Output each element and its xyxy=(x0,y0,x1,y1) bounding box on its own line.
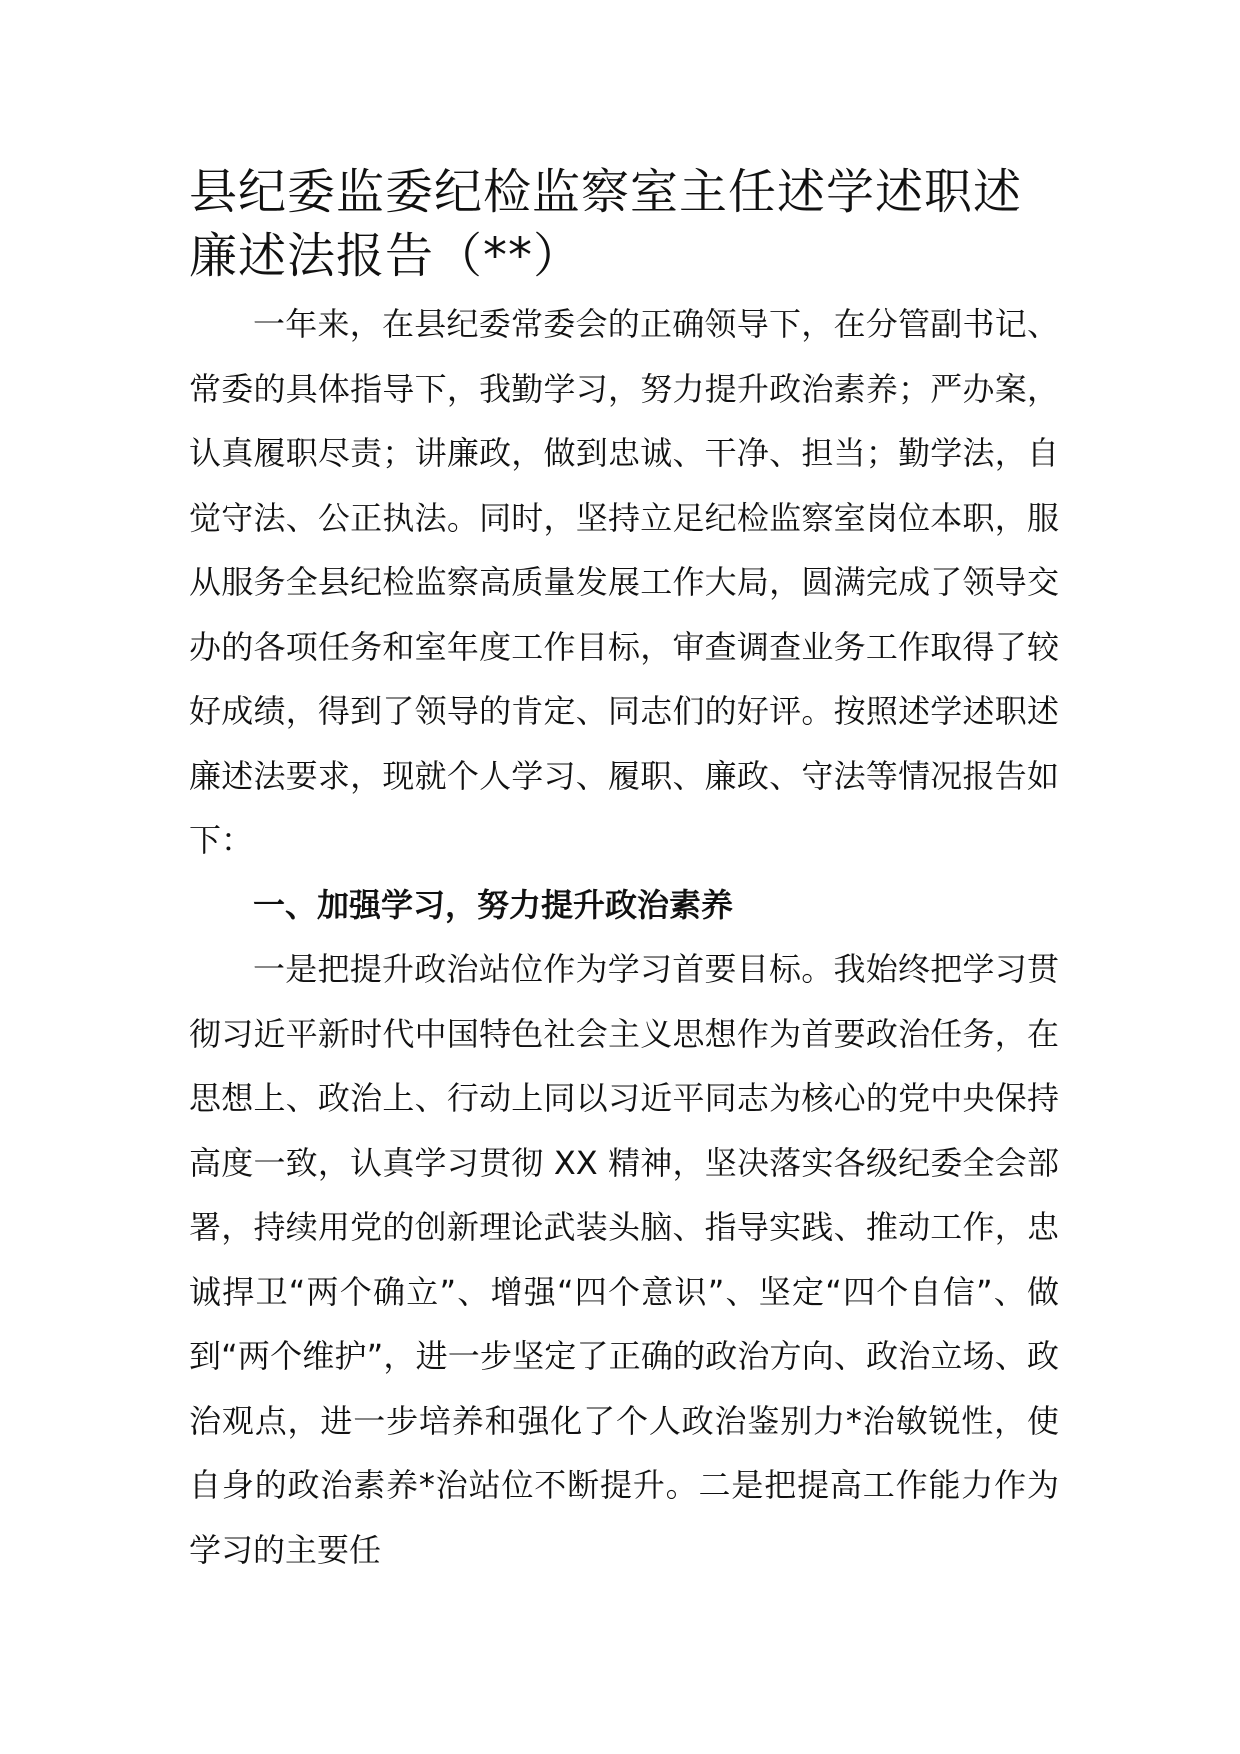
section-1-paragraph: 一是把提升政治站位作为学习首要目标。我始终把学习贯彻习近平新时代中国特色社会主义思想作为首要政治任务，在思想上、政治上、行动上同以习近平同志为核心的党中央保持高度一致，认真学习贯彻 XX 精神，坚决落实各级纪委全会部署，持续用党的创新理论武装头脑、指导实践、推动工作，忠诚捍卫“两个确立”、增强“四个意识”、坚定“四个自信”、做到“两个维护”，进一步坚定了正确的政治方向、政治立场、政治观点，进一步培养和强化了个人政治鉴别力*治敏锐性，使自身的政治素养*治站位不断提升。二是把提高工作能力作为学习的主要任 xyxy=(189,950,1059,1569)
document-title: 县纪委监委纪检监察室主任述学述职述廉述法报告（**） xyxy=(189,164,1023,284)
intro-paragraph: 一年来，在县纪委常委会的正确领导下，在分管副书记、常委的具体指导下，我勤学习，努力提升政治素养；严办案，认真履职尽责；讲廉政，做到忠诚、干净、担当；勤学法，自觉守法、公正执法。同时，坚持立足纪检监察室岗位本职，服从服务全县纪检监察高质量发展工作大局，圆满完成了领导交办的各项任务和室年度工作目标，审查调查业务工作取得了较好成绩，得到了领导的肯定、同志们的好评。按照述学述职述廉述法要求，现就个人学习、履职、廉政、守法等情况报告如下： xyxy=(189,305,1059,859)
document-body xyxy=(189,160,1059,1582)
section-heading-1: 一、加强学习，努力提升政治素养 xyxy=(253,885,734,924)
